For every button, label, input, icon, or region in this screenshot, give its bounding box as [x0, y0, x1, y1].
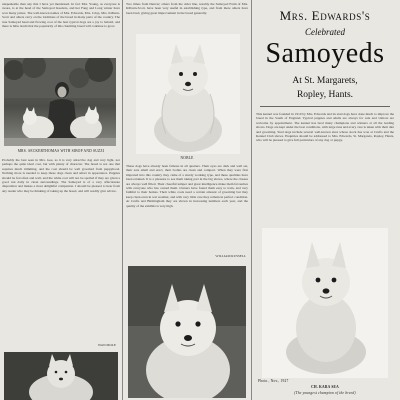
author-signature-2: WILLIAM RUSSELL [215, 254, 246, 258]
photo-ch-kara-sea [262, 228, 388, 378]
advert-divider [260, 106, 390, 107]
photo-samoyed-head [128, 266, 246, 398]
photo-caption-kara-sea: CH. KARA SEA [311, 385, 339, 389]
kara-sea-illustration [262, 228, 388, 378]
column-divider-2 [251, 0, 252, 400]
advert-address: Ropley, Hants. [296, 90, 354, 100]
advert-breed-heading: Samoyeds [265, 38, 385, 69]
advert-owner-name: Mrs. Edwards's [279, 8, 371, 23]
owner-with-dogs-illustration [4, 58, 116, 146]
photo-caption-noble: NOBLE [180, 156, 194, 160]
photo-date: Photo., Nov., 1927 [258, 379, 289, 383]
photo-samoyed-portrait [4, 352, 118, 400]
photo-subcaption-kara-sea: (The youngest champion of the breed) [294, 391, 356, 395]
article-text-bottom: Probably the best seen in Mrs. Gee, as it is very attractive dog and very light, not perhaps the quite ideal coat, but with plenty of character. The breed is not one that requires much trimming, and the coat should be well groomed from puppyhood. Nothing more is needed to keep these dogs clean and smart in appearance. Puppies should be fed often and well, and the white coat will not be spoiled if they are given a good run daily in clean surroundings. The Samoyed is of a very affectionate disposition and makes a most delightful companion. I should be pleased to hear from any reader who may be thinking of taking up the breed, and will readily give advice. [2, 158, 120, 193]
samoyed-portrait-illustration [4, 352, 118, 400]
advert-body-text: This kennel was founded in 1910 by Mrs. Edwards and its stud dogs have done much to improve the breed in the South of England. Typical puppies and adults are always for sale and visitors are welcome by appointment. The kennel has bred many champions and winners at all the leading shows. Dogs are kept under the best conditions, with large runs and every care is taken with their diet and grooming. Stud dogs include several well-known sires whose stock has won at Crufts and the Kennel Club shows. Enquiries should be addressed to Mrs. Edwards, St. Margarets, Ropley, Hants, who will be pleased to give full particulars of any dog or puppy. [256, 112, 394, 143]
photo-caption-owner: MRS. SECKERTHOMAS WITH SIBOP AND SUZZI [17, 149, 105, 153]
advert-place: At St. Margarets, [292, 76, 358, 86]
author-signature: WAN MOLE [97, 343, 116, 347]
noble-dog-illustration [136, 34, 240, 154]
article-text-mid: These dogs have already been famous in all quarters. Their eyes are dark and well set, their ears small and erect, their bodies are clean and compact. When they were first imported into this country they came of a sturdy working type, and these qualities have been retained. It is a pleasure to see them taking part in the big shows, where the classes are always well filled. Their cheerful temper and great intelligence make them favourites with everyone who has owned them. Owners have found them easy to train, and very faithful to their homes. Their white coats need a certain amount of grooming but they keep clean even in wet weather, and with very little care they remain in perfect condition. At Crufts and Birmingham they are shown in increasing numbers each year, and the quality of the exhibits is very high. [126, 164, 248, 208]
photo-owner-with-dogs [4, 58, 116, 146]
samoyed-head-illustration [128, 266, 246, 398]
article-text-mid-top: Two times from Denver; others from the older line, notably the Samoyed Farm of Mrs. Kilburn-Scott, have been very useful in establishing type, and from there others have been bred, giving great improvement in the breed generally. [126, 2, 248, 15]
article-text-top: unspeakable than any that I have yet mentioned. In fact Mrs. Young, as everyone is aware, is at the head of the Samoyed breeders, and her Fang and Long winter have won many prizes. The well-known names of Mrs. Edwards, Mrs. Crisp, Mrs. Kilburn-Scott and others carry on the traditions of the breed in many parts of the country. The true Samoyed head and flowing coat of the best typical dogs are a joy to behold, and there is little doubt that the popularity of this charming breed will continue to grow. [2, 2, 120, 29]
column-divider-1 [122, 0, 123, 400]
photo-noble [136, 34, 240, 154]
advert-celebrated: Celebrated [305, 27, 345, 37]
